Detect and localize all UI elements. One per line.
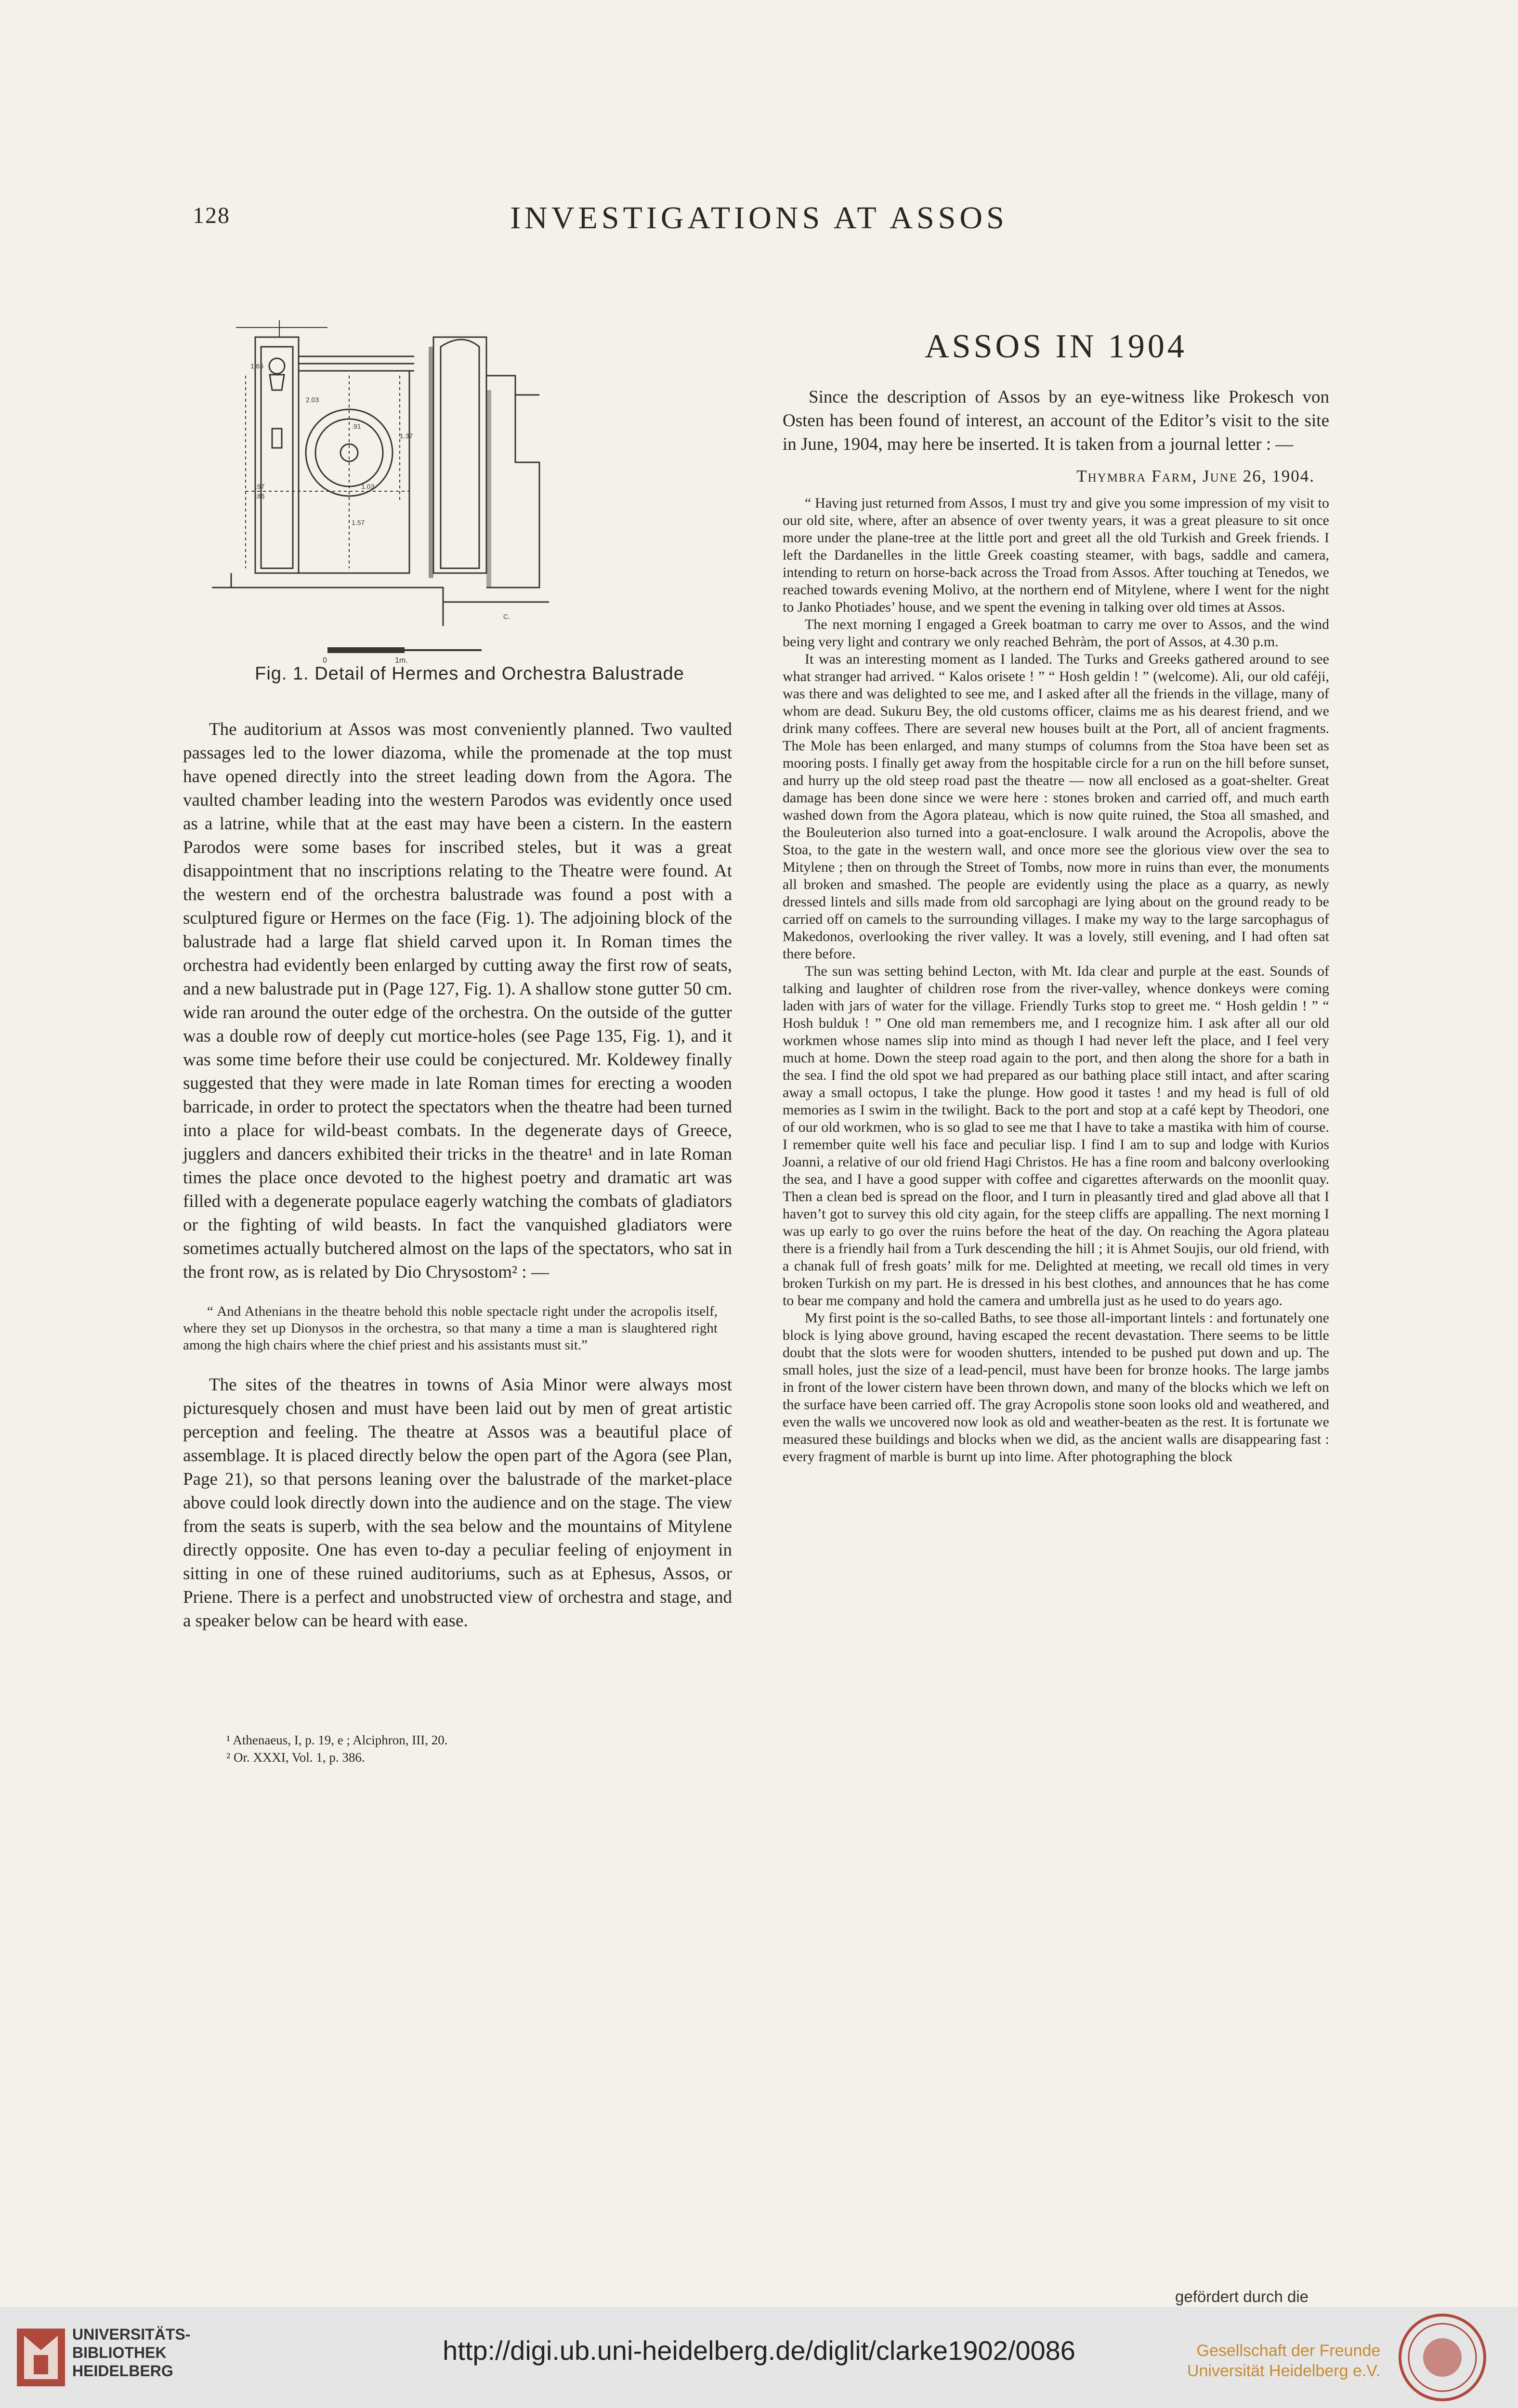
body-paragraph: The sites of the theatres in towns of Asia Minor were always most picturesquely chosen and must have been laid out by men of great artistic perception and feeling. The theatre at Assos was a beautiful place of assemblage. It is placed directly below the open part of the Agora (see Plan, Page 21), so that persons leaning over the balustrade of the market-place above could look directly down into the audience and on the stage. The view from the seats is superb, with the sea below and the mountains of Mitylene directly opposite. One has even to-day a peculiar feeling of enjoyment in sitting in one of these ruined auditoriums, such as at Ephesus, Assos, or Priene. There is a perfect and unobstructed view of orchestra and stage, and a speaker below can be heard with ease.	[183, 1375, 732, 1631]
block-quote: “ And Athenians in the theatre behold this noble spectacle right under the acropolis itself, where they set up Dionysos in the orchestra, so that many a time a man is slaughtered right among the high chairs where the chief priest and his assistants must sit.”	[183, 1304, 718, 1353]
journal-paragraph: My first point is the so-called Baths, to see those all-important lintels : and fortunately one block is lying above ground, having escaped the recent devastation. There seems to be little doubt that the slots were for wooden shutters, intended to be pushed put down and up. The small holes, just the size of a lead-pencil, must have been for bronze hooks. The large jambs in front of the lower cistern have been thrown down, and many of the blocks which we left on the surface have been carried off. The gray Acropolis stone soon looks old and weathered, and even the walls we uncovered now look as old and weather-beaten as the rest. It is fortunate we measured these buildings and blocks when we did, as the ancient walls are disappearing fast : every fragment of marble is burnt up into lime. After photographing the block	[783, 1310, 1329, 1465]
dim-label: 1.65	[250, 362, 264, 370]
source-url-link[interactable]: http://digi.ub.uni-heidelberg.de/diglit/clarke1902/0086	[443, 2335, 1075, 2366]
sponsor-name-line: Universität Heidelberg e.V.	[1187, 2362, 1381, 2380]
journal-paragraph: The next morning I engaged a Greek boatman to carry me over to Assos, and the wind being very light and contrary we only reached Behràm, the port of Assos, at 4.30 p.m.	[783, 616, 1329, 650]
right-column	[783, 327, 1329, 1466]
library-name-line: HEIDELBERG	[72, 2362, 173, 2380]
left-column	[183, 718, 732, 1633]
dim-label: .86	[255, 492, 265, 500]
journal-paragraph: “ Having just returned from Assos, I must try and give you some impression of my visit to our old site, where, after an absence of over twenty years, it was a great pleasure to sit once more under the plane-tree at the little port and greet all the old Turkish and Greek friends. I left the Dardanelles in the little Greek coasting steamer, with bags, saddle and camera, intending to return on horse-back across the Troad from Assos. After touching at Tenedos, we reached towards evening Molivo, at the northern end of Mitylene, where I went for the night to Janko Photiades’ house, and we spent the evening in talking over old times at Assos.	[783, 495, 1329, 615]
sponsor-name-line: Gesellschaft der Freunde	[1196, 2342, 1381, 2360]
sponsor-name	[1187, 2341, 1380, 2381]
dim-label: 2.03	[306, 396, 319, 404]
sponsor-intro: gefördert durch die	[1175, 2288, 1309, 2305]
intro-paragraph: Since the description of Assos by an eye-witness like Prokesch von Osten has been found of interest, an account of the Editor’s visit to the site in June, 1904, may here be inserted. It is taken from a journal letter : —	[783, 387, 1329, 454]
figure-caption: Fig. 1. Detail of Hermes and Orchestra Balustrade	[255, 664, 684, 684]
page-number: 128	[193, 203, 230, 228]
dim-label: .91	[352, 422, 361, 430]
dim-label: 1.37	[400, 432, 413, 440]
journal-paragraph: The sun was setting behind Lecton, with Mt. Ida clear and purple at the east. Sounds of talking and laughter of children rose from the river-valley, whence donkeys were coming laden with jars of water for the village. Friendly Turks stop to greet me. “ Hosh geldin ! ” “ Hosh bulduk ! ” One old man remembers me, and I recognize him. I ask after all our old workmen whose names slip into mind as though I had never left the place, and I feel very much at home. Down the steep road again to the port, and then along the shore for a bath in the sea. I find the old spot we had prepared as our bathing place still intact, and after scaring away a small octopus, I take the plunge. How good it tastes ! and my head is full of old memories as I swim in the twilight. Back to the port and stop at a café kept by Theodori, one of our old workmen, who is so glad to see me that I have to take a mastika with him of course. I remember quite well his face and peculiar lisp. I find I am to sup and lodge with Kurios Joanni, a relative of our old friend Hagi Christos. He has a fine room and balcony overlooking the sea, and I have a good supper with coffee and cigarettes afterwards on the moonlit quay. Then a clean bed is spread on the floor, and I turn in pleasantly tired and glad above all that I haven’t got to survey this old city again, for the steep cliffs are appalling. The next morning I was up early to go over the ruins before the heat of the day. On reaching the Agora plateau there is a friendly hail from a Turk descending the hill ; it is Ahmet Soujis, our old friend, with a chanak full of fresh goats’ milk for me. Delighted at meeting, we recall old times in very broken Turkish on my part. He is dressed in his best clothes, and announces that he has come to bear me company and hold the camera and umbrella just as he used to do years ago.	[783, 963, 1329, 1309]
footnote: ² Or. XXXI, Vol. 1, p. 386.	[226, 1750, 365, 1765]
university-seal-icon	[1397, 2312, 1488, 2403]
footnote: ¹ Athenaeus, I, p. 19, e ; Alciphron, III, 20.	[226, 1733, 448, 1747]
dim-label: 1.03	[361, 483, 375, 490]
running-title: INVESTIGATIONS AT ASSOS	[510, 200, 1008, 236]
dateline: Thymbra Farm, June 26, 1904.	[1076, 467, 1315, 485]
library-name-line: UNIVERSITÄTS-	[72, 2326, 191, 2343]
library-name-line: BIBLIOTHEK	[72, 2344, 167, 2361]
body-paragraph: The auditorium at Assos was most conveniently planned. Two vaulted passages led to the lower diazoma, while the promenade at the top must have opened directly into the street leading down from the Agora. The vaulted chamber leading into the western Parodos was evidently once used as a latrine, while that at the east may have been a cistern. In the eastern Parodos were some bases for inscribed steles, but it was a great disappointment that no inscriptions relating to the Theatre were found. At the western end of the orchestra balustrade was found a post with a sculptured figure or Hermes on the face (Fig. 1). The adjoining block of the balustrade had a large flat shield carved upon it. In Roman times the orchestra had evidently been enlarged by cutting away the first row of seats, and a new balustrade put in (Page 127, Fig. 1). A shallow stone gutter 50 cm. wide ran around the outer edge of the orchestra. On the outside of the gutter was a double row of deeply cut mortice-holes (see Page 135, Fig. 1), and it was some time before their use could be conjectured. Mr. Koldewey finally suggested that they were made in late Roman times for erecting a wooden barricade, in order to protect the spectators when the theatre had been turned into a place for wild-beast combats. In the degenerate days of Greece, jugglers and dancers exhibited their tricks in the theatre¹ and in late Roman times the place once devoted to the highest poetry and dramatic art was filled with a degenerate populace eagerly watching the combats of gladiators or the fighting of wild beasts. In fact the vanquished gladiators were sometimes actually butchered almost on the laps of the spectators, who sat in the front row, as is related by Dio Chrysostom² : —	[183, 720, 732, 1282]
section-title: ASSOS IN 1904	[925, 328, 1187, 365]
scale-label: 0	[323, 656, 327, 665]
hermes-balustrade-drawing	[202, 318, 732, 665]
scale-label: 1m.	[395, 656, 408, 665]
footnotes	[226, 1731, 708, 1766]
dim-label: C.	[503, 613, 510, 620]
dim-label: .97	[255, 483, 265, 490]
scale-bar	[323, 647, 482, 665]
journal-paragraph: It was an interesting moment as I landed. The Turks and Greeks gathered around to see what stranger had arrived. “ Kalos orisete ! ” “ Hosh geldin ! ” (welcome). Ali, our old caféji, was there and was delighted to see me, and I asked after all the friends in the village, many of whom are dead. Sukuru Bey, the old customs officer, claims me as his dearest friend, and we drink many coffees. There are several new houses built at the Port, all of ancient fragments. The Mole has been enlarged, and many stumps of columns from the Stoa have been set as mooring posts. I finally get away from the hospitable circle for a run on the hill before sunset, and hurry up the old steep road past the theatre — now all enclosed as a goat-shelter. Great damage has been done since we were here : stones broken and carried off, and much earth washed down from the Agora plateau, which is now quite ruined, the Stoa all smashed, and the Bouleuterion also turned into a goat-enclosure. I walk around the Acropolis, above the Stoa, to the gate in the western wall, and once more see the glorious view over the sea to Mitylene ; then on through the Street of Tombs, now more in ruins than ever, the monuments all broken and smashed. The people are evidently using the place as a quarry, as newly dressed lintels and sills made from old sarcophagi are lying about on the ground ready to be carried off on camels to the surrounding villages. I make my way to the large sarcophagus of Makedonos, overlooking the river valley. It was a lovely, still evening, and I had often sat there before.	[783, 651, 1329, 962]
dim-label: 1.57	[352, 519, 365, 526]
